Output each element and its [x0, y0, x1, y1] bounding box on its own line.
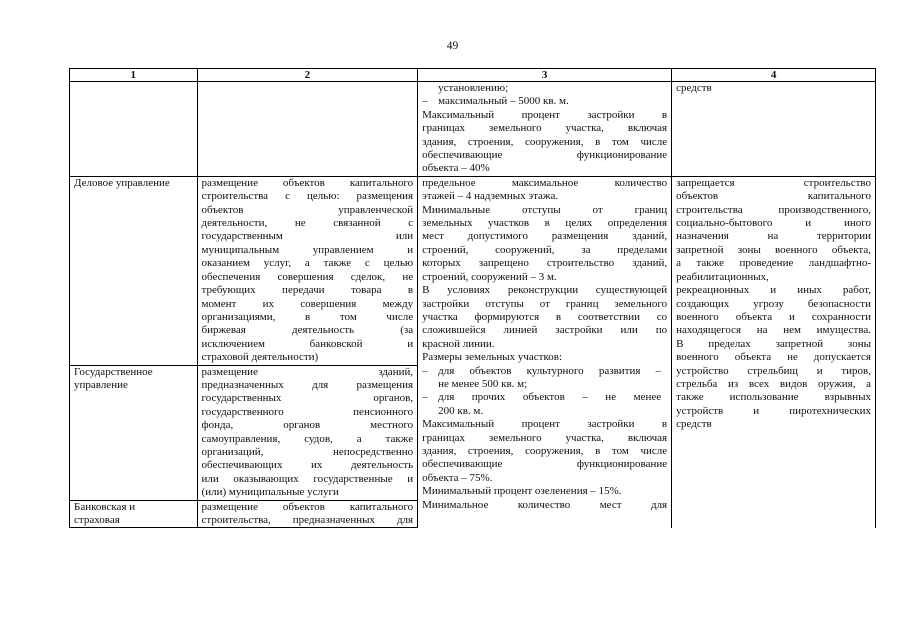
header-row — [70, 69, 876, 82]
cell-params: предельное максимальное количество этажей – 4 надземных этажа. Минимальные отступы от границ земельных участков в целях определения мест допустимого размещения зданий, строений, сооружений, за пределами которых запрещено строительство зданий, строений, сооружений – 3 м. В условиях реконструкции существующей застройки отступы от границ земельного участка формируются в соответствии со сложившейся линией застройки или по красной линии. Размеры земельных участков: – для объектов культурного развития – не менее 500 кв. м; – для прочих объектов – не менее 200 кв. м. Максимальный процент застройки в границах земельного участка, включая здания, строения, сооружения, в том числе обеспечивающие функционирование объекта – 75%. Минимальный процент озеленения – 15%. Минимальное количество мест для — [418, 176, 672, 528]
table-row-continued — [70, 82, 876, 177]
table-row — [70, 176, 876, 365]
header-col-1: 1 — [70, 69, 198, 82]
header-col-3: 3 — [418, 69, 672, 82]
land-use-name: Банковская и страховая — [70, 500, 198, 528]
param-block: Максимальный процент застройки в границах земельного участка, включая здания, строения, сооружения, в том числе обеспечивающие функционирование объекта – 40% — [422, 108, 668, 175]
list-item: – максимальный – 5000 кв. м. — [422, 95, 569, 108]
cell-empty — [70, 82, 198, 177]
land-use-description: размещение зданий, предназначенных для размещения государственных органов, государственного пенсионного фонда, органов местного самоуправления, судов, а также организаций, непосредственно обеспечивающих их деятельность или оказывающих государственные и (или) муниципальные услуги — [197, 365, 418, 500]
cell-params-continued: установлению; – максимальный – 5000 кв. м. Максимальный процент застройки в границах земельного участка, включая здания, строения, сооружения, в том числе обеспечивающие функционирование объекта – 40% — [418, 82, 672, 177]
header-col-4: 4 — [672, 69, 876, 82]
land-use-description: размещение объектов капитального строительства, предназначенных для — [197, 500, 418, 528]
land-use-description: размещение объектов капитального строительства с целью: размещения объектов управленческой деятельности, не связанной с государственным или муниципальным управлением и оказанием услуг, а также с целью обеспечения совершения сделок, не требующих передачи товара в момент их совершения между организациями, в том числе биржевая деятельность (за исключением банковской и страховой деятельности) — [197, 176, 418, 365]
header-col-2: 2 — [197, 69, 418, 82]
page-number: 49 — [446, 40, 459, 52]
cell-restrictions-continued: средств — [672, 82, 876, 177]
cell-restrictions: запрещается строительство объектов капитального строительства производственного, социально-бытового и иного назначения на территории запретной зоны военного объекта, а также проведение ландшафтно- реабилитационных, рекреационных и иных работ, создающих угрозу безопасности военного объекта и сохранности находящегося на нем имущества. В пределах запретной зоны военного объекта не допускается устройство стрельбищ и тиров, стрельба из всех видов оружия, а также использование взрывных устройств и пиротехнических средств — [672, 176, 876, 528]
land-use-name: Государственное управление — [70, 365, 198, 500]
land-use-table — [69, 68, 876, 528]
list-item: – для прочих объектов – не менее 200 кв. м. — [422, 391, 662, 417]
list-item: – для объектов культурного развития – не менее 500 кв. м; — [422, 364, 662, 390]
cell-empty — [197, 82, 418, 177]
land-use-name: Деловое управление — [70, 176, 198, 365]
